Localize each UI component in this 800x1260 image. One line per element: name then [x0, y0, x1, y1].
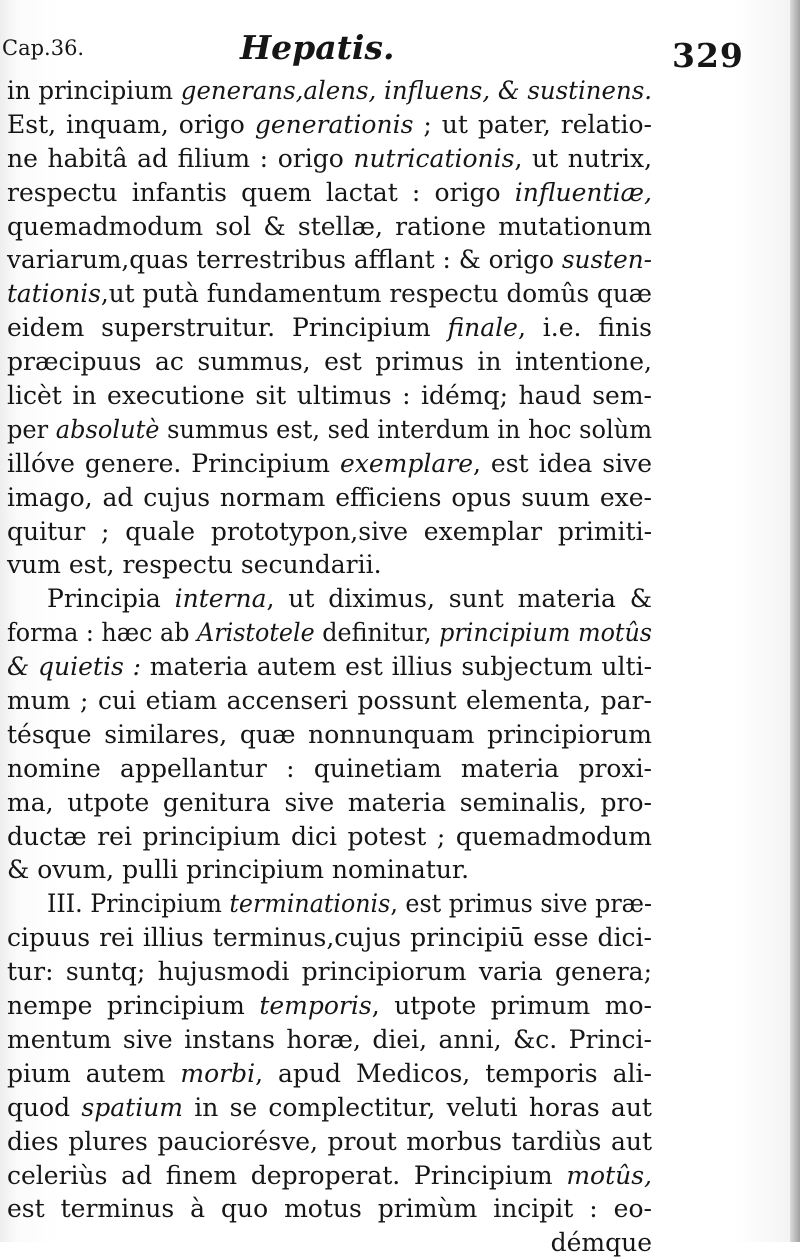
text-segment: summus est, sed interdum in hoc solùm — [159, 414, 653, 444]
italic-segment: motûs, — [566, 1160, 652, 1190]
italic-segment: & quietis : — [7, 652, 141, 682]
text-line — [7, 820, 652, 854]
text-segment: ,ut putà fundamentum respectu domûs quæ — [100, 279, 653, 309]
text-segment: in se complectitur, veluti horas aut — [183, 1092, 652, 1122]
text-segment: ne habitâ ad filium : origo — [7, 143, 354, 173]
text-segment: forma : hæc ab — [7, 618, 198, 648]
text-segment: respectu infantis quem lactat : origo — [7, 177, 515, 207]
text-line — [7, 786, 652, 820]
text-line — [7, 243, 652, 277]
italic-segment: principium motûs — [439, 618, 653, 648]
text-line — [7, 210, 652, 244]
text-line — [7, 684, 652, 718]
italic-segment: temporis — [259, 991, 372, 1021]
italic-segment: Aristotele — [197, 618, 315, 648]
text-segment: nomine appellantur : quinetiam materia proxi- — [7, 753, 653, 783]
italic-segment: interna — [174, 584, 267, 614]
italic-segment: susten- — [561, 245, 653, 275]
text-segment: démque — [550, 1228, 652, 1258]
text-line — [7, 887, 652, 921]
text-line — [7, 989, 652, 1023]
text-segment: Est, inquam, origo — [7, 109, 255, 139]
text-line — [7, 582, 652, 616]
italic-segment: tationis — [7, 279, 101, 309]
text-segment: , ut nutrix, — [514, 143, 653, 173]
text-segment: mentum sive instans horæ, diei, anni, &c. Princi- — [7, 1024, 652, 1054]
text-line — [7, 176, 652, 210]
page-edge-shadow — [790, 0, 800, 1242]
italic-segment: absolutè — [55, 414, 160, 444]
text-line — [7, 74, 652, 108]
text-segment: per — [7, 414, 56, 444]
text-line — [7, 650, 652, 684]
text-line — [7, 1057, 652, 1091]
text-line — [7, 142, 652, 176]
text-segment: præcipuus ac summus, est primus in intentione, — [7, 347, 652, 377]
text-segment: & ovum, pulli principium nominatur. — [7, 855, 470, 885]
body-text — [7, 74, 652, 1260]
text-segment: , i.e. finis — [517, 313, 652, 343]
text-line — [7, 277, 652, 311]
text-segment: quemadmodum sol & stellæ, ratione mutationum — [7, 211, 653, 241]
text-segment: variarum,quas terrestribus afflant : & origo — [7, 245, 562, 275]
italic-segment: generationis — [254, 109, 414, 139]
text-line — [7, 108, 652, 142]
text-line — [7, 955, 652, 989]
italic-segment: spatium — [81, 1092, 183, 1122]
text-segment: imago, ad cujus normam efficiens opus suum exe- — [7, 482, 652, 512]
text-segment: nempe principium — [7, 991, 260, 1021]
text-segment: in principium — [7, 76, 181, 105]
text-segment: est terminus à quo motus primùm incipit : eo- — [7, 1194, 652, 1224]
text-segment: quitur ; quale prototypon,sive exemplar primiti- — [7, 516, 653, 546]
text-segment: materia autem est illius subjectum ulti- — [141, 652, 653, 682]
text-segment: celeriùs ad finem deproperat. Principium — [7, 1160, 567, 1190]
text-segment: , utpote primum mo- — [371, 991, 652, 1021]
text-line — [7, 345, 652, 379]
text-segment: ; ut pater, relatio- — [413, 109, 652, 139]
text-line — [7, 1159, 652, 1193]
text-segment: , est primus sive præ- — [390, 889, 653, 919]
text-segment: , apud Medicos, temporis ali- — [255, 1058, 652, 1088]
text-line — [7, 481, 652, 515]
text-segment: definitur, — [314, 618, 440, 648]
text-line — [7, 1192, 652, 1226]
running-title: Hepatis. — [240, 28, 395, 67]
text-segment: dies plures pauciorésve, prout morbus tardiùs aut — [7, 1126, 652, 1156]
text-line — [7, 616, 652, 650]
italic-segment: nutricationis — [353, 143, 515, 173]
text-line — [7, 379, 652, 413]
text-segment: tésque similares, quæ nonnunquam principiorum — [7, 719, 652, 749]
text-segment: pium autem — [7, 1058, 181, 1088]
text-segment: vum est, respectu secundarii. — [7, 550, 382, 580]
italic-segment: influentiæ, — [514, 177, 652, 207]
text-segment: ductæ rei principium dici potest ; quemadmodum — [7, 821, 652, 851]
italic-segment: exemplare — [339, 448, 473, 478]
italic-segment: morbi — [180, 1058, 256, 1088]
text-line — [7, 718, 652, 752]
text-line — [7, 1091, 652, 1125]
text-line — [7, 1023, 652, 1057]
text-segment: cipuus rei illius terminus,cujus principiū esse dici- — [7, 923, 653, 953]
text-line — [7, 311, 652, 345]
text-line — [7, 447, 652, 481]
italic-segment: finale — [447, 313, 518, 343]
text-line — [7, 752, 652, 786]
page-number: 329 — [672, 36, 744, 75]
text-line — [7, 515, 652, 549]
text-segment: licèt in executione sit ultimus : idémq; haud sem- — [7, 381, 652, 411]
text-line — [7, 413, 652, 447]
text-line — [7, 1226, 652, 1260]
text-segment: eidem superstruitur. Principium — [7, 313, 448, 343]
text-segment: ma, utpote genitura sive materia seminalis, pro- — [7, 787, 652, 817]
text-segment: , ut diximus, sunt materia & — [266, 584, 652, 614]
text-segment: tur: suntq; hujusmodi principiorum varia genera; — [7, 957, 653, 987]
text-line — [7, 1125, 652, 1159]
chapter-label: Cap.36. — [2, 36, 85, 60]
italic-segment: terminationis — [229, 889, 391, 919]
text-segment: mum ; cui etiam accenseri possunt elementa, par- — [7, 686, 652, 716]
text-segment: quod — [7, 1092, 82, 1122]
italic-segment: generans,alens, influens, & sustinens. — [180, 76, 653, 105]
text-line — [7, 853, 652, 887]
text-segment: Principia — [47, 584, 175, 614]
text-segment: illóve genere. Principium — [7, 448, 340, 478]
text-segment: III. Principium — [47, 889, 230, 919]
text-segment: , est idea sive — [473, 448, 652, 478]
text-line — [7, 921, 652, 955]
text-line — [7, 548, 652, 582]
running-header — [0, 26, 770, 76]
